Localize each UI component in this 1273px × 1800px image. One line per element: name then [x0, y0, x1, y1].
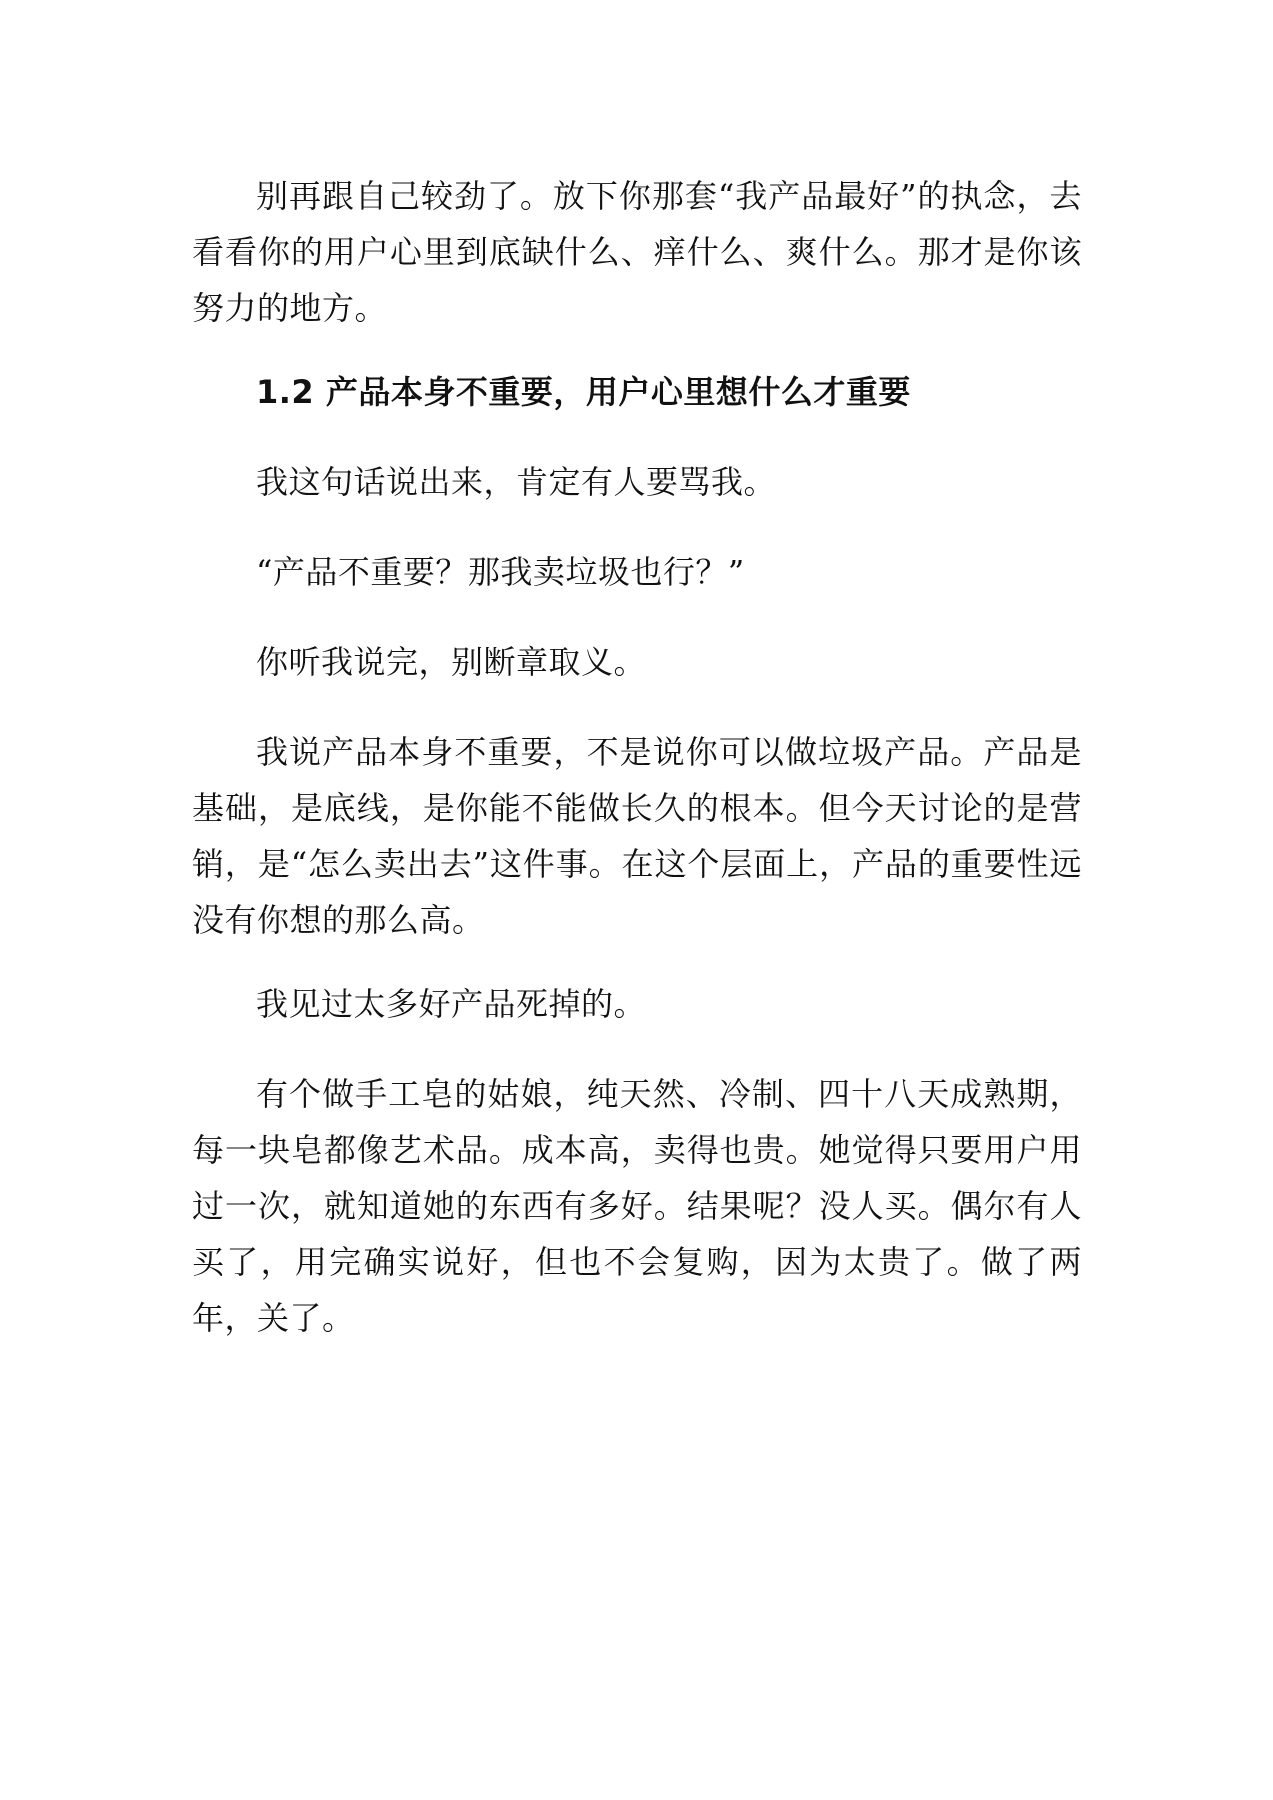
section-heading: 1.2 产品本身不重要，用户心里想什么才重要 [256, 373, 911, 411]
paragraph-3: 你听我说完，别断章取义。 [256, 643, 647, 681]
page-body [192, 168, 1082, 1374]
paragraph-quote: “产品不重要？那我卖垃圾也行？” [256, 553, 745, 591]
paragraph-6: 有个做手工皂的姑娘，纯天然、冷制、四十八天成熟期，每一块皂都像艺术品。成本高，卖得也贵。她觉得只要用户用过一次，就知道她的东西有多好。结果呢？没人买。偶尔有人买了，用完确实说好，但也不会复购，因为太贵了。做了两年，关了。 [192, 1075, 1082, 1337]
paragraph-4: 我说产品本身不重要，不是说你可以做垃圾产品。产品是基础，是底线，是你能不能做长久的根本。但今天讨论的是营销，是“怎么卖出去”这件事。在这个层面上，产品的重要性远没有你想的那么高。 [192, 733, 1082, 939]
paragraph-5: 我见过太多好产品死掉的。 [256, 985, 647, 1023]
paragraph-1: 我这句话说出来，肯定有人要骂我。 [256, 463, 777, 501]
paragraph-intro: 别再跟自己较劲了。放下你那套“我产品最好”的执念，去看看你的用户心里到底缺什么、痒什么、爽什么。那才是你该努力的地方。 [192, 177, 1082, 327]
